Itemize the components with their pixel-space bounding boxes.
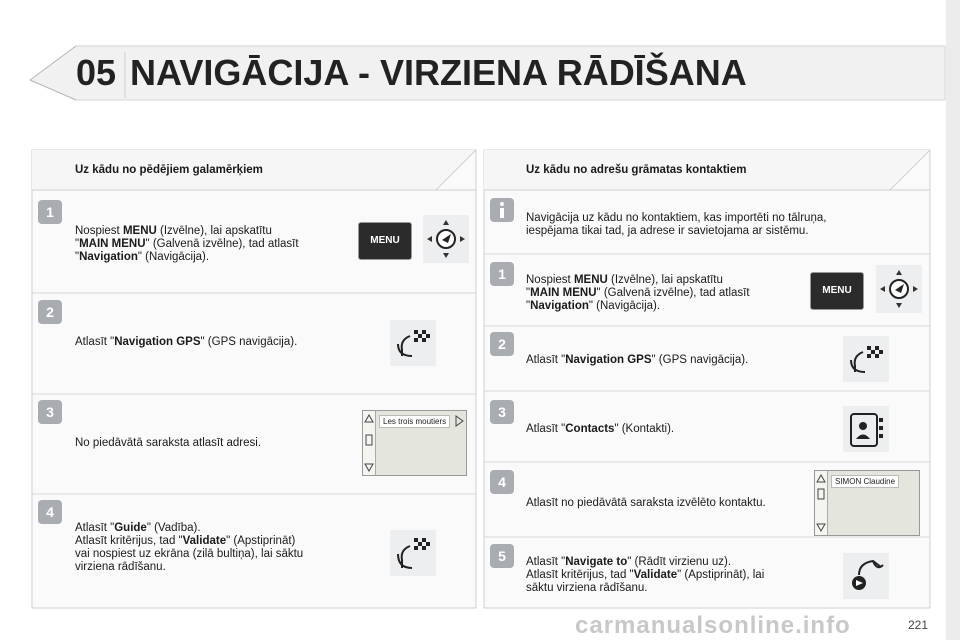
step-badge-4: 4 [38, 500, 62, 524]
destination-list-screen [362, 410, 467, 476]
left-step-4-text [75, 522, 303, 574]
text-line: sāktu virziena rādīšanu. [526, 582, 648, 594]
step-badge-2: 2 [38, 300, 62, 324]
left-step-2-text [75, 336, 297, 349]
text-line: "MAIN MENU" (Galvenā izvēlne), tad atlasīt [75, 238, 299, 250]
right-step-1-text [526, 274, 750, 313]
right-step-badge-2: 2 [490, 332, 514, 356]
right-section-heading: Uz kādu no adrešu grāmatas kontaktiem [526, 164, 747, 176]
contact-list-screen [814, 470, 920, 536]
text-line: "Navigation" (Navigācija). [526, 300, 661, 312]
menu-button[interactable]: MENU [358, 222, 412, 260]
step-badge-1: 1 [38, 200, 62, 224]
contact-scroll-icon [816, 473, 826, 533]
right-step-5-text [526, 556, 764, 595]
text-line: iespējama tikai tad, ja adrese ir savietojama ar sistēmu. [526, 225, 809, 237]
text-line: "MAIN MENU" (Galvenā izvēlne), tad atlasīt [526, 287, 750, 299]
text-line: Atlasīt no piedāvātā saraksta izvēlēto kontaktu. [526, 497, 766, 509]
navigate-to-icon [843, 553, 889, 599]
watermark: carmanualsonline.info [575, 612, 851, 639]
info-icon [490, 198, 514, 222]
right-step-3-text [526, 423, 674, 436]
contact-list-item[interactable]: SIMON Claudine [831, 475, 899, 488]
text-line: Atlasīt "Navigation GPS" (GPS navigācija). [75, 336, 298, 348]
arrow-right-icon [455, 415, 464, 427]
text-line: Navigācija uz kādu no kontaktiem, kas importēti no tālruņa, [526, 212, 827, 224]
text-line: Atlasīt kritērijus, tad "Validate" (Apstiprināt), lai [526, 569, 765, 581]
right-step-badge-1: 1 [490, 262, 514, 286]
left-step-3-text [75, 437, 261, 450]
right-info-text [526, 212, 826, 238]
text-line: No piedāvātā saraksta atlasīt adresi. [75, 437, 262, 449]
page-number: 221 [908, 618, 929, 632]
left-step-1-text [75, 225, 299, 264]
text-line: Atlasīt "Navigation GPS" (GPS navigācija). [526, 354, 749, 366]
navigation-gps-icon [390, 320, 436, 366]
chapter-number: 05 [76, 52, 117, 93]
text-line: Nospiest MENU (Izvēlne), lai apskatītu [526, 274, 723, 286]
navigation-gps-icon-right [843, 336, 889, 382]
contacts-icon [843, 406, 889, 452]
text-line: Nospiest MENU (Izvēlne), lai apskatītu [75, 225, 272, 237]
text-line: vai nospiest uz ekrāna (zilā bultiņa), lai sāktu [75, 548, 304, 560]
list-scroll-icon [364, 413, 374, 473]
menu-button-right[interactable]: MENU [810, 272, 864, 310]
step-badge-3: 3 [38, 400, 62, 424]
nav-dial-icon-right [876, 265, 922, 313]
destination-list-item[interactable]: Les trois moutiers [379, 415, 450, 428]
text-line: "Navigation" (Navigācija). [75, 251, 210, 263]
guide-icon [390, 530, 436, 576]
left-section-heading: Uz kādu no pēdējiem galamērķiem [75, 164, 263, 176]
text-line: Atlasīt "Navigate to" (Rādīt virzienu uz). [526, 556, 732, 568]
text-line: Atlasīt kritērijus, tad "Validate" (Apstiprināt) [75, 535, 296, 547]
text-line: virziena rādīšanu. [75, 561, 166, 573]
right-step-badge-5: 5 [490, 544, 514, 568]
page-title: NAVIGĀCIJA - VIRZIENA RĀDĪŠANA [130, 52, 747, 93]
text-line: Atlasīt "Guide" (Vadība). [75, 522, 201, 534]
nav-dial-icon [423, 215, 469, 263]
right-step-2-text [526, 354, 748, 367]
right-step-badge-4: 4 [490, 470, 514, 494]
text-line: Atlasīt "Contacts" (Kontakti). [526, 423, 675, 435]
right-step-badge-3: 3 [490, 400, 514, 424]
right-step-4-text [526, 497, 766, 510]
